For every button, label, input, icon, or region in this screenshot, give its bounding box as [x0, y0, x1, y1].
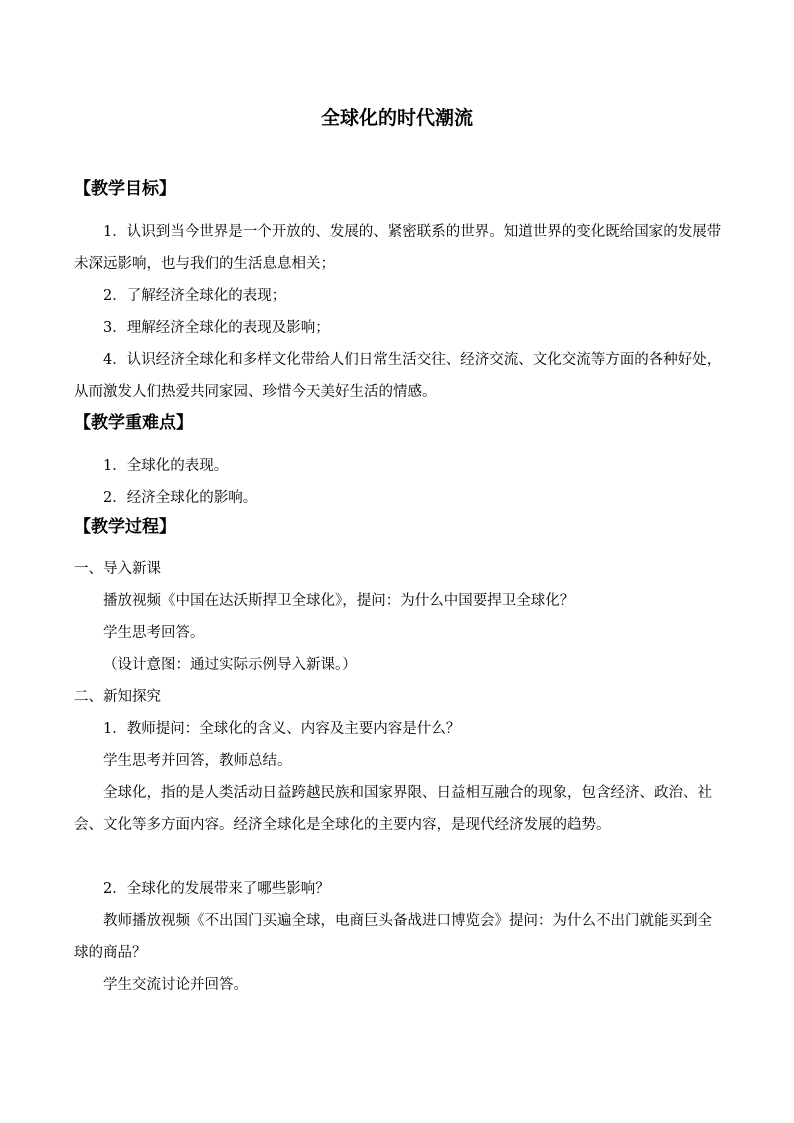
section-heading-key-points: 【教学重难点】: [74, 413, 193, 433]
process-part2-definition: 全球化，指的是人类活动日益跨越民族和国家界限、日益相互融合的现象，包含经济、政治、社会、文化等多方面内容。经济全球化是全球化的主要内容，是现代经济发展的趋势。: [74, 785, 712, 833]
process-part1-heading: 一、导入新课: [74, 561, 161, 577]
process-part2-question-2: 2．全球化的发展带来了哪些影响？: [103, 881, 330, 897]
objective-item-1: 1．认识到当今世界是一个开放的、发展的、紧密联系的世界。知道世界的变化既给国家的发展带未深远影响，也与我们的生活息息相关；: [74, 224, 722, 272]
process-part2-heading: 二、新知探究: [74, 689, 161, 705]
key-point-item-2: 2．经济全球化的影响。: [103, 490, 258, 506]
process-part2-discuss: 学生交流讨论并回答。: [103, 977, 248, 993]
process-part1-line-3: （设计意图：通过实际示例导入新课。）: [103, 657, 357, 673]
objective-item-3: 3．理解经济全球化的表现及影响；: [103, 320, 330, 336]
process-part2-video: 教师播放视频《不出国门买遍全球，电商巨头备战进口博览会》提问：为什么不出门就能买到全球的商品？: [74, 913, 712, 961]
process-part2-question-1: 1．教师提问：全球化的含义、内容及主要内容是什么？: [103, 721, 461, 737]
section-heading-objectives: 【教学目标】: [74, 179, 176, 199]
section-heading-process: 【教学过程】: [74, 517, 176, 537]
process-part2-answer-1: 学生思考并回答，教师总结。: [103, 753, 292, 769]
objective-item-4: 4．认识经济全球化和多样文化带给人们日常生活交往、经济交流、文化交流等方面的各种好处，从而激发人们热爱共同家园、珍惜今天美好生活的情感。: [74, 352, 722, 400]
objective-item-2: 2．了解经济全球化的表现；: [103, 288, 287, 304]
document-title: 全球化的时代潮流: [320, 107, 473, 129]
process-part1-line-2: 学生思考回答。: [103, 625, 205, 641]
key-point-item-1: 1．全球化的表现。: [103, 458, 229, 474]
process-part1-line-1: 播放视频《中国在达沃斯捍卫全球化》，提问：为什么中国要捍卫全球化？: [103, 593, 575, 609]
